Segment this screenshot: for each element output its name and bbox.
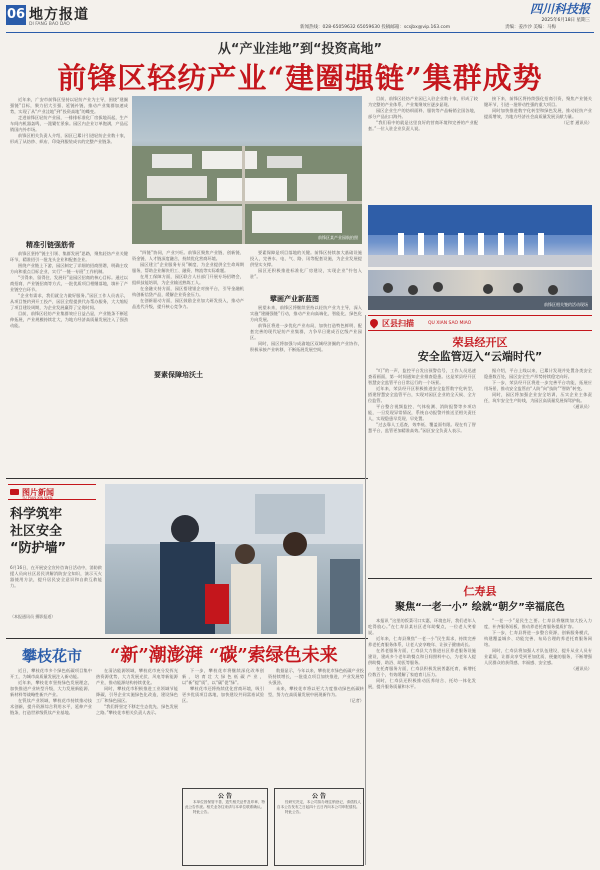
renshou-headline: 聚焦“一老一小” 绘就“朝夕”幸福底色 xyxy=(395,602,565,613)
picture-news-headline: 科学筑牢 社区安全 “防护墙” xyxy=(10,507,67,556)
page-number: 06 xyxy=(6,5,26,25)
notice-1-title: 公 告 xyxy=(217,793,233,800)
map-pin-icon xyxy=(368,317,379,328)
panzhihua-body-3: 下一步，攀枝花市将继续深化改革创新，培育壮大绿色低碳产业，以“新”提“质”，以“碳”促“绿”。 攀枝花市还将持续优化营商环境，吸引更多优质项目落地，加快建设共同富裕试验区。 xyxy=(182,668,264,703)
event-photo-2 xyxy=(368,270,592,310)
regional-badge xyxy=(368,315,592,331)
logo: 四川科技报 xyxy=(529,2,590,16)
lead-body-col4: 目前，前锋区轻纺产业园已入驻企业数十家，形成了较为完整的产业体系，产业集聚效应逐步显现。 园区企业生产的纺织面料、服装等产品畅销全国各地，部分产品出口海外。 “我们看中的就是这里良好的营商环境和完善的产业配套。”一位入驻企业负责人说。 xyxy=(368,96,478,131)
firefighter-demo-image xyxy=(105,484,363,634)
notice-2-title: 公 告 xyxy=(311,793,327,800)
signing-ceremony-image xyxy=(368,205,592,267)
rongxian-headline: 安全监管迈入“云端时代” xyxy=(417,350,543,363)
column-divider-right xyxy=(365,315,366,865)
renshou-body-1: 本报讯 “这里的饭菜可口实惠，环境也好，我们老年人吃得放心。”在仁寿县某社区老年助餐点，一位老人笑着说。 近年来，仁寿县聚焦“一老一小”民生需求，持续完善养老托育服务体系，让老人安享晚年、让孩子健康成长。 在养老服务方面，仁寿县大力推进社区养老服务设施建设，建成多个老年助餐点和日间照料中心，为老年人提供助餐、助浴、助医等服务。 在托育服务方面，仁寿县积极发展普惠托育，新增托位数百个，有效缓解了家庭育儿压力。 同时，仁寿县还积极推动医养结合、托幼一体化发展，提升服务质量和水平。 xyxy=(368,618,476,689)
notice-1-body: 本单位因保管不善，遗失相关证件及印章，特此公告作废。相关业务往来请与本单位联系确认。 特此公告。 xyxy=(185,800,265,814)
lead-kicker: 从“产业洼地”到“投资高地” xyxy=(217,42,383,57)
rongxian-body-2: 据介绍，平台上线以来，已累计发现并处置各类安全隐患数百处，园区安全生产形势持续稳定向好。 下一步，荣县经开区将进一步完善平台功能，拓展应用场景，推动安全监管由“人防”向“技防”“智防”转变。 同时，园区将加强企业安全培训，压实企业主体责任，筑牢安全生产防线，为园区高质量发展保驾护航。 （通讯员） xyxy=(484,368,592,409)
subhead-1: 精准引链强筋骨 xyxy=(26,241,75,249)
event-photo-1 xyxy=(368,205,592,267)
picture-news-rule xyxy=(6,638,368,639)
subhead-2: 要素保障培沃土 xyxy=(154,371,203,379)
masthead-editors: 责编：姜沙沙 美编：马梅 xyxy=(505,25,556,30)
masthead-date: 2025年6月18日 星期三 xyxy=(541,18,590,23)
masthead-rule xyxy=(6,32,594,33)
picture-news-title: 图片新闻 xyxy=(22,488,54,497)
picture-news-pinyin: TU PIAN XIN WEN xyxy=(22,496,53,500)
masthead-contact: 新闻热线：028-65059632 65059630 投稿邮箱：scsjbx@vip.163.com xyxy=(300,25,451,30)
regional-badge-pinyin: QU XIAN SAO MIAO xyxy=(428,321,472,326)
regional-divider xyxy=(368,578,592,579)
renshou-body-2: “一老一小”是民生之要。仁寿县将继续加大投入力度，补齐服务短板，推动养老托育服务提质扩容。 下一步，仁寿县将进一步整合资源，创新服务模式，构建覆盖城乡、功能完善、布局合理的养老托育服务网络。 同时，仁寿县将加强人才队伍建设，提升从业人员专业素质，让群众享受到更加优质、便捷的服务，不断增强人民群众的获得感、幸福感、安全感。 （通讯员） xyxy=(484,618,592,671)
lead-body-col5: 接下来，前锋区将持续强化招商引资，聚焦产业链关键环节，引进一批带动性强的重大项目。 同时加快推进数字化转型和绿色发展，推动轻纺产业提质增效，为地方经济社会高质量发展贡献力量。 （记者 通讯员） xyxy=(484,96,592,125)
event-photo-caption: 前锋区相关签约活动现场 xyxy=(544,302,588,307)
notice-2-body: 经研究决定，本公司拟办理注销登记，请债权人自本公告发布之日起四十五日内向本公司申报债权。 特此公告。 xyxy=(277,800,361,814)
picture-news-credit: （本报通讯员 摄影报道） xyxy=(10,614,56,619)
panzhihua-body-2: 在清洁能源领域，攀枝花市充分发挥光热资源优势，大力发展光伏、风电等新能源产业，推动能源结构持续优化。 同时，攀枝花市积极推进工业领域节能降碳，引导企业实施绿色化改造，建设绿色工厂和绿色园区。 “我们将坚定不移走生态优先、绿色发展之路。”攀枝花市相关负责人表示。 xyxy=(96,668,178,715)
panzhihua-headline: “新”潮澎湃 “碳”索绿色未来 xyxy=(110,645,338,666)
rongxian-kicker: 荣县经开区 xyxy=(452,336,508,349)
notice-2 xyxy=(274,788,364,866)
lead-headline: 前锋区轻纺产业“建圈强链”集群成势 xyxy=(57,61,543,95)
picture-news-body: 6月16日，在开展安全宣传咨询日活动中，消防救援人员向社区居民讲解消防安全知识，演示灭火器使用方法，提升居民安全意识和自救互救能力。 xyxy=(10,565,102,588)
picture-news-badge xyxy=(8,484,96,500)
lead-body-col3: 要素保障是项目落地的关键。前锋区持续加大基础设施投入，完善水、电、气、路、讯等配套设施，为企业发展提供坚实支撑。 园区还积极推进标准化厂房建设，实现企业“拎包入驻”。 xyxy=(250,250,362,279)
section-title: 地方报道 xyxy=(29,7,89,23)
lead-photo xyxy=(132,96,362,244)
picture-news-photo xyxy=(105,484,363,634)
panzhihua-body-4: 数据显示，今年以来，攀枝花市绿色低碳产业投资持续增长，一批重点项目加快推进，产业发展势头强劲。 未来，攀枝花市将以更大力度推动绿色低碳转型，努力在高质量发展中展现新作为。 （记者） xyxy=(268,668,364,703)
panzhihua-body-1: 近日，攀枝花市多个绿色低碳项目集中开工，为城市高质量发展注入新动能。 近年来，攀枝花市坚持绿色发展理念，加快推进产业转型升级，大力发展新能源、新材料等战略性新兴产业。 在钒钛产业领域，攀枝花市持续推动技术创新，提升资源综合利用水平，延伸产业链条，打造世界级钒钛产业基地。 xyxy=(10,668,92,715)
subhead-3: 擘画产业新蓝图 xyxy=(270,295,319,303)
industrial-park-aerial-image xyxy=(132,96,362,244)
lead-photo-caption: 前锋区某产业园航拍照 xyxy=(318,235,358,240)
rongxian-body-1: “叮”的一声，监控平台发出预警信号，工作人员迅速查看画面，第一时间通知企业排查隐患。这是荣县经开区智慧安全监管平台日常运行的一个场景。 近年来，荣县经开区积极推进安全监管数字化转型，搭建智慧安全监管平台，实现对园区企业的全天候、全方位监管。 平台整合视频监控、气体检测、消防报警等多项功能，一旦发现异常情况，系统自动报警并推送至相关责任人，实现隐患早发现、早处置。 “过去靠人工巡查，效率低、覆盖面有限。现在有了智慧平台，监管更加精准高效。”园区安全负责人表示。 xyxy=(368,368,476,433)
renshou-kicker: 仁寿县 xyxy=(463,585,497,598)
lead-bottom-rule xyxy=(6,478,368,479)
regional-badge-title: 区县扫描 xyxy=(382,319,414,328)
section-pinyin: DI FANG BAO DAO xyxy=(29,22,70,27)
notice-1 xyxy=(182,788,268,866)
lead-body-col3b: 展望未来，前锋区将继续坚持以轻纺产业为主导，深入实施“建圈强链”行动，推动产业向高端化、智能化、绿色化方向发展。 前锋区将进一步优化产业布局，加快打造特色鲜明、配套完善的现代轻纺产业集群，力争早日建成百亿级产业园区。 同时，园区将加强与成渝地区双城经济圈的产业协作，积极承接产业转移，不断拓展发展空间。 xyxy=(250,305,362,352)
masthead xyxy=(0,0,600,34)
panzhihua-city: 攀枝花市 xyxy=(22,647,83,665)
camera-icon xyxy=(10,489,19,495)
lead-body-col2: “四链”协同，产业兴旺。前锋区聚焦产业链、创新链、资金链、人才链深度融合，持续优化营商环境。 园区建立“企业服务专员”制度，为企业提供全生命周期服务，帮助企业解决用工、融资、物流等实际难题。 在用工保障方面，园区联合人社部门开展专场招聘会，组织技能培训，为企业输送熟练工人。 在金融支持方面，园区搭建银企对接平台，引导金融机构创新信贷产品，缓解企业资金压力。 在创新驱动方面，园区鼓励企业加大研发投入，推动产品迭代升级，提升核心竞争力。 xyxy=(132,250,244,309)
lead-body-col1: 近年来，广安市前锋区坚持以轻纺产业为主导，围绕“建圈强链”目标，聚力招大引强、延链补链，推动产业集群加速成势，实现了从“产业洼地”到“投资高地”的蝶变。 走进前锋区轻纺产业园，一排排标准化厂房拔地而起，生产车间内机器轰鸣，一派繁忙景象。园区内企业订单饱满，产品远销国内外市场。 前锋区相关负责人介绍，园区已累计引进轻纺企业数十家，形成了从纺纱、织布、印染到服装成衣的完整产业链条。 xyxy=(10,97,128,144)
lead-body-col1b: 前锋区坚持“链主引领、集群发展”思路，聚焦轻纺产业关键环节，精准招引一批龙头企业和配套企业。 围绕产业链上下游，园区制定了详细的招商图谱，明确主攻方向和重点目标企业，实行“一链一专班”工作机制。 “引得来、留得住、发展好”是园区招商的核心目标。通过以商招商、产业链招商等方式，一批优质项目相继落地，填补了产业链空白环节。 “企业有需求，我们就全力做好服务。”园区工作人员表示，从项目签约到开工投产，园区全程提供代办帮办服务，大大缩短了项目建设周期，为企业发展赢得了宝贵时间。 目前，前锋区轻纺产业集群效应日益凸显，产业链条不断延伸拓展，产业规模持续壮大，为地方经济高质量发展注入了强劲动能。 xyxy=(10,251,128,328)
